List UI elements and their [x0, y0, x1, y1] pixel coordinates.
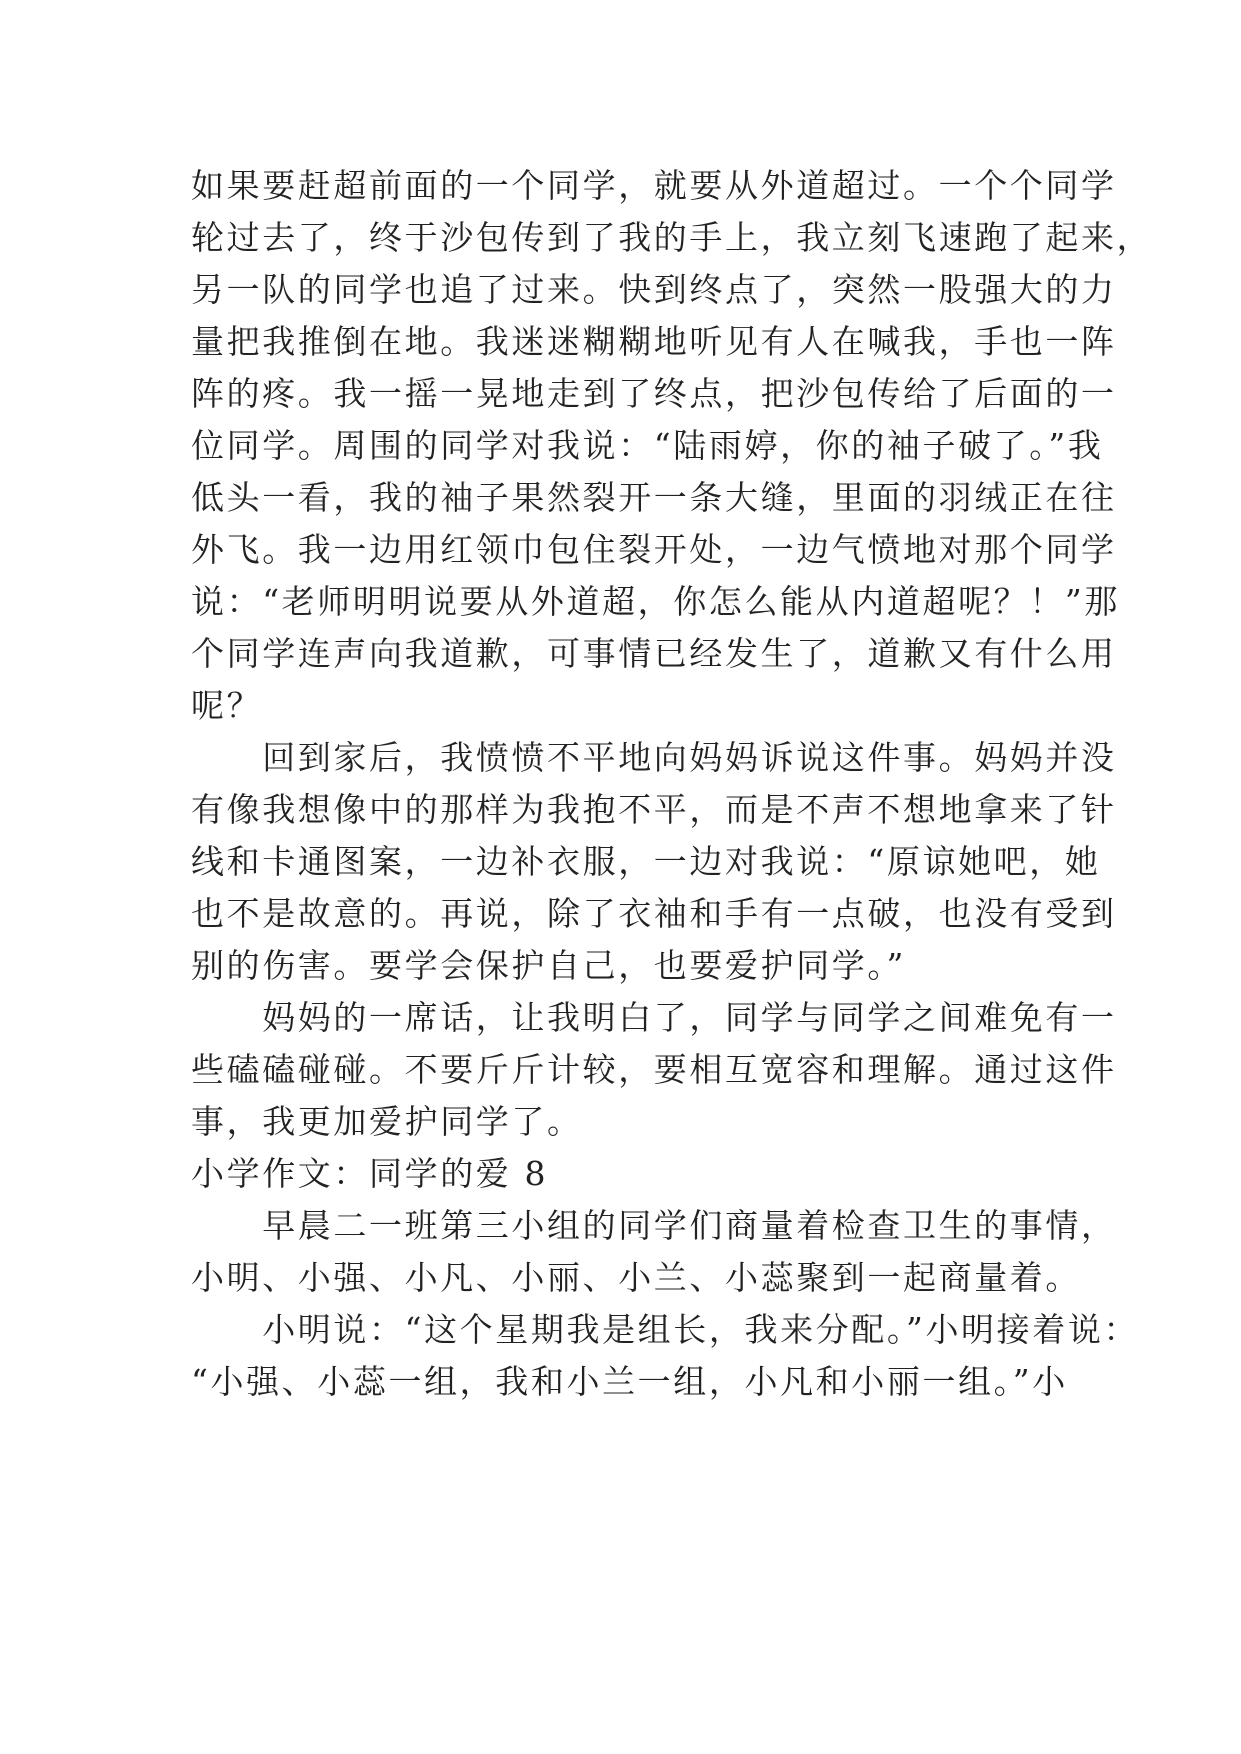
section-heading: 小学作文：同学的爱 8: [191, 1154, 549, 1193]
text-line: 有像我想像中的那样为我抱不平，而是不声不想地拿来了针: [191, 790, 1117, 829]
text-line: 量把我推倒在地。我迷迷糊糊地听见有人在喊我，手也一阵: [191, 322, 1117, 361]
text-line: 阵的疼。我一摇一晃地走到了终点，把沙包传给了后面的一: [191, 374, 1117, 413]
body-text: [191, 0, 1153, 1401]
text-line: 个同学连声向我道歉，可事情已经发生了，道歉又有什么用: [191, 634, 1117, 673]
text-line: 低头一看，我的袖子果然裂开一条大缝，里面的羽绒正在往: [191, 478, 1117, 517]
text-line: “小强、小蕊一组，我和小兰一组，小凡和小丽一组。”小: [191, 1362, 1068, 1401]
text-line: 位同学。周围的同学对我说：“陆雨婷，你的袖子破了。”我: [191, 426, 1104, 465]
text-line: 轮过去了，终于沙包传到了我的手上，我立刻飞速跑了起来，: [191, 218, 1153, 257]
text-line: 小明说：“这个星期我是组长，我来分配。”小明接着说：: [191, 1310, 1140, 1349]
text-line: 呢？: [191, 686, 263, 725]
text-line: 别的伤害。要学会保护自己，也要爱护同学。”: [191, 946, 906, 985]
text-line: 另一队的同学也追了过来。快到终点了，突然一股强大的力: [191, 270, 1117, 309]
text-line: 早晨二一班第三小组的同学们商量着检查卫生的事情，: [191, 1206, 1117, 1245]
text-line: 说：“老师明明说要从外道超，你怎么能从内道超呢？！”那: [191, 582, 1120, 621]
text-line: 线和卡通图案，一边补衣服，一边对我说：“原谅她吧，她: [191, 842, 1101, 881]
text-line: 事，我更加爱护同学了。: [191, 1102, 583, 1141]
text-line: 妈妈的一席话，让我明白了，同学与同学之间难免有一: [191, 998, 1117, 1037]
text-line: 也不是故意的。再说，除了衣袖和手有一点破，也没有受到: [191, 894, 1117, 933]
text-line: 些磕磕碰碰。不要斤斤计较，要相互宽容和理解。通过这件: [191, 1050, 1117, 1089]
text-line: 回到家后，我愤愤不平地向妈妈诉说这件事。妈妈并没: [191, 738, 1117, 777]
text-line: 小明、小强、小凡、小丽、小兰、小蕊聚到一起商量着。: [191, 1258, 1081, 1297]
text-line: 如果要赶超前面的一个同学，就要从外道超过。一个个同学: [191, 166, 1117, 205]
text-line: 外飞。我一边用红领巾包住裂开处，一边气愤地对那个同学: [191, 530, 1117, 569]
